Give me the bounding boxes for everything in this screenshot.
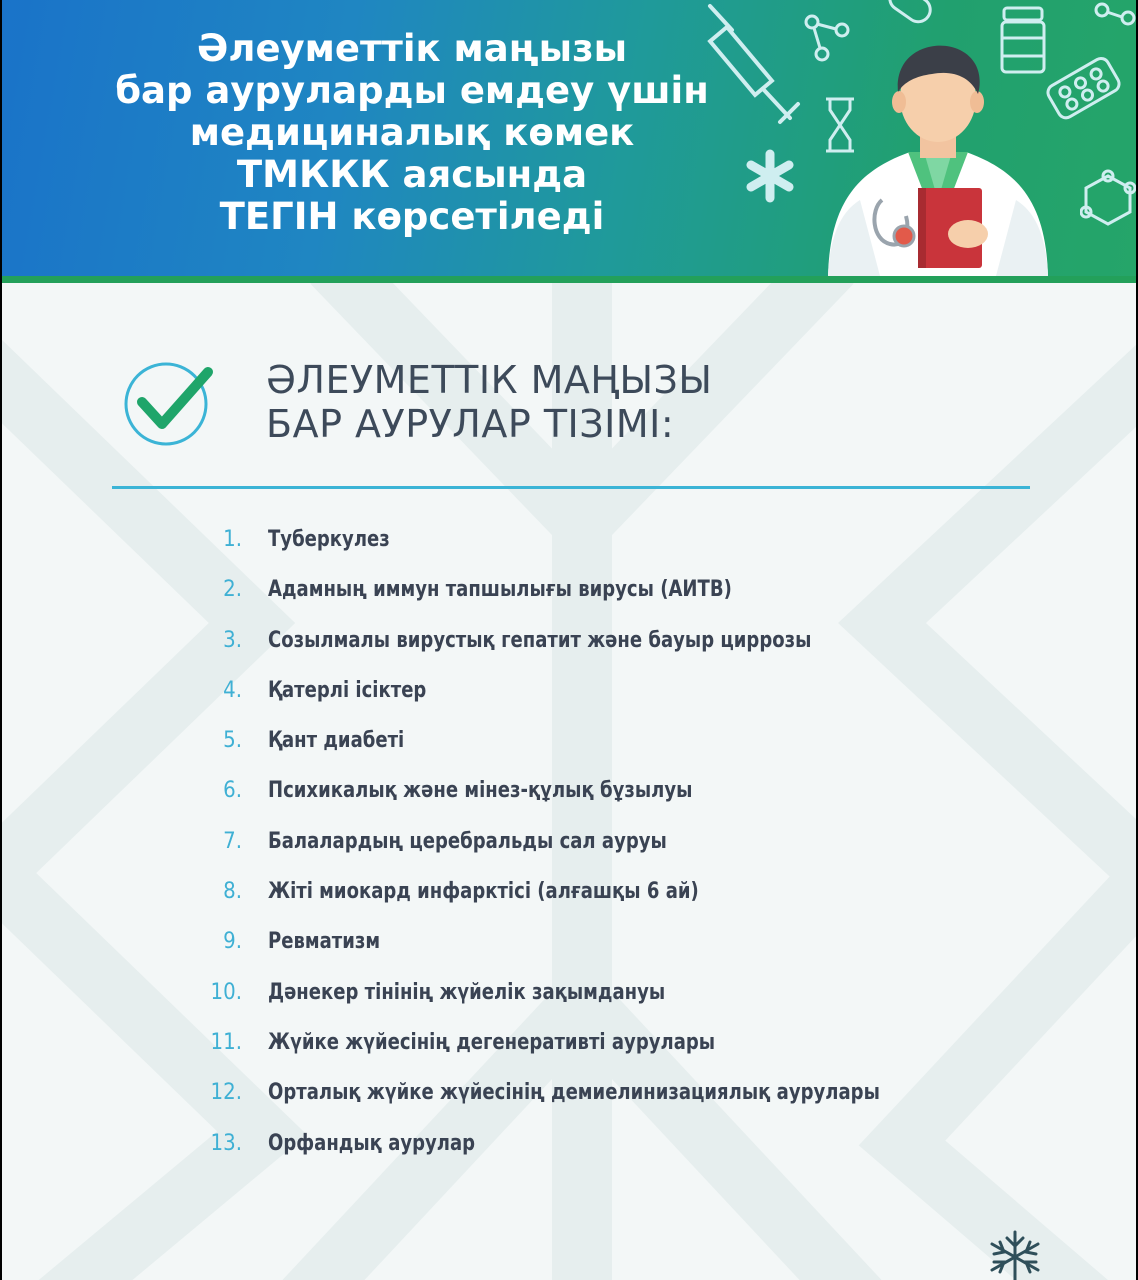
- checkmark-circle-icon: [120, 356, 216, 452]
- banner-title: [62, 28, 762, 238]
- heading-divider: [112, 486, 1030, 489]
- banner-title-line: Әлеуметтік маңызы: [196, 27, 628, 70]
- banner-title-line: бар ауруларды емдеу үшін: [115, 69, 709, 112]
- item-number: 8.: [223, 879, 242, 905]
- item-text: Жіті миокард инфарктісі (алғашқы 6 ай): [268, 879, 699, 905]
- list-heading: [266, 358, 866, 446]
- banner-title-line: ТЕГІН көрсетіледі: [219, 195, 605, 238]
- item-number: 4.: [223, 677, 242, 703]
- item-text: Орфандық аурулар: [268, 1130, 476, 1156]
- list-heading-line: ӘЛЕУМЕТТІК МАҢЫЗЫ: [266, 358, 713, 402]
- banner-title-line: медициналық көмек: [189, 111, 635, 154]
- page: [2, 0, 1136, 1280]
- banner-title-line: ТМККК аясында: [236, 153, 588, 196]
- item-text: Туберкулез: [268, 527, 390, 552]
- item-number: 5.: [223, 728, 242, 754]
- item-number: 13.: [210, 1130, 242, 1156]
- item-text: Қант диабеті: [268, 728, 405, 754]
- item-text: Ревматизм: [268, 929, 381, 955]
- item-text: Қатерлі ісіктер: [268, 677, 427, 703]
- molecule-icon: [1080, 168, 1136, 238]
- item-number: 12.: [210, 1080, 242, 1106]
- item-text: Психикалық және мінез-құлық бұзылуы: [268, 778, 693, 804]
- doctor-illustration: [820, 40, 1056, 276]
- item-number: 9.: [223, 929, 242, 955]
- snowflake-logo-icon: [980, 1228, 1050, 1280]
- item-number: 7.: [223, 828, 242, 854]
- item-number: 6.: [223, 778, 242, 804]
- list-heading-line: БАР АУРУЛАР ТІЗІМІ:: [266, 402, 675, 446]
- banner-accent-line: [2, 276, 1136, 283]
- item-text: Жүйке жүйесінің дегенеративті аурулары: [268, 1029, 716, 1055]
- molecule-icon: [1088, 0, 1136, 30]
- item-text: Орталық жүйке жүйесінің демиелинизациялық аурулары: [268, 1080, 880, 1106]
- item-text: Адамның иммун тапшылығы вирусы (АИТВ): [268, 577, 732, 603]
- item-number: 1.: [223, 527, 242, 552]
- item-text: Дәнекер тінінің жүйелік зақымдануы: [268, 979, 666, 1005]
- item-number: 2.: [223, 577, 242, 603]
- item-number: 3.: [223, 627, 242, 653]
- item-text: Балалардың церебральды сал ауруы: [268, 828, 667, 854]
- item-text: Созылмалы вирустық гепатит және бауыр циррозы: [268, 627, 812, 653]
- item-number: 10.: [210, 979, 242, 1005]
- header-banner: [2, 0, 1136, 276]
- item-number: 11.: [210, 1029, 242, 1055]
- capsule-icon: [882, 0, 942, 40]
